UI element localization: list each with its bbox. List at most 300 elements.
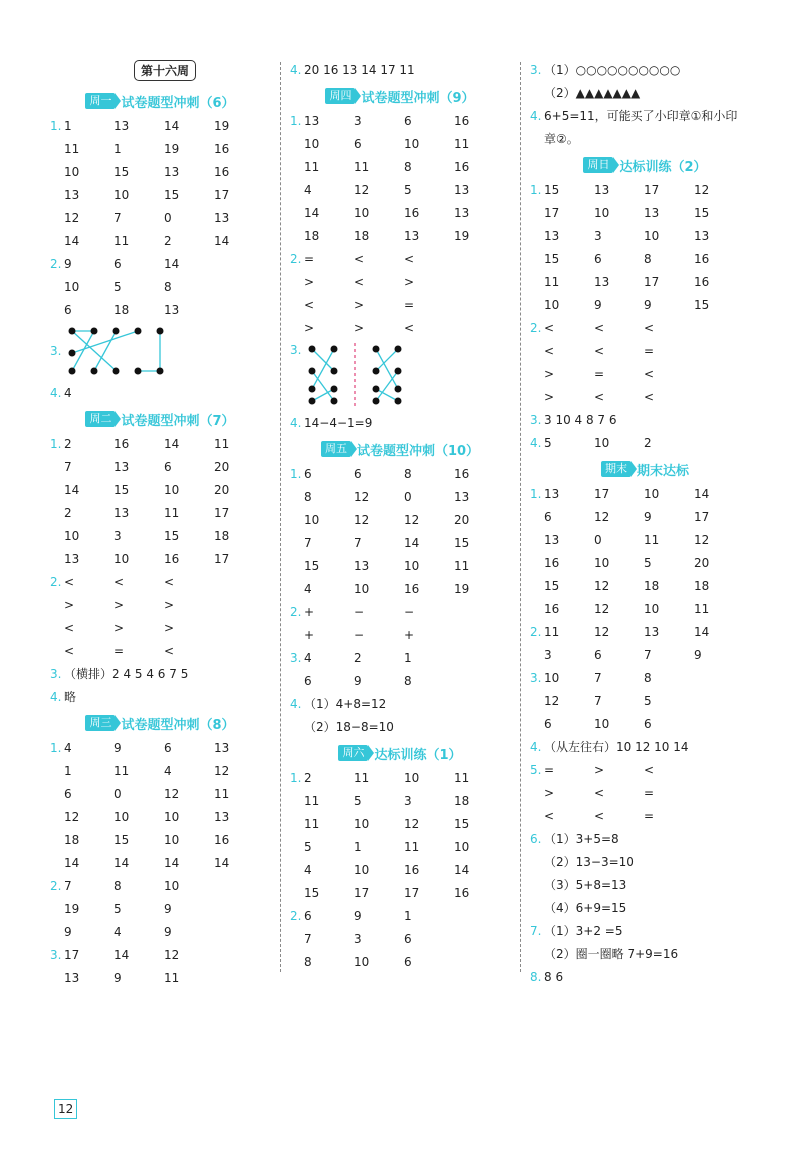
answer-block (50, 432, 270, 570)
answer-cell: 17 (404, 885, 420, 900)
answer-cell: 9 (164, 924, 172, 939)
answer-row (530, 620, 760, 643)
answer-cell: 14 (694, 624, 710, 639)
answer-row (290, 669, 510, 692)
answer-block (530, 666, 760, 735)
answer-cell: 18 (644, 578, 660, 593)
answer-cell: 14 (114, 855, 130, 870)
answer-row (290, 623, 510, 646)
answer-block (290, 109, 510, 247)
answer-cell: 16 (694, 274, 710, 289)
answer-cell: > (114, 620, 125, 635)
answer-text: （2）18−8=10 (304, 720, 394, 734)
answer-cell: 9 (164, 901, 172, 916)
answer-row (50, 206, 270, 229)
answer-cell: < (544, 343, 555, 358)
answer-block (530, 482, 760, 620)
answer-cell: 3 (544, 647, 552, 662)
answer-cell: > (544, 389, 555, 404)
answer-row (530, 431, 760, 454)
answer-cell: < (354, 251, 365, 266)
answer-cell: 16 (214, 164, 230, 179)
answer-cell: 18 (454, 793, 470, 808)
answer-cell: 14 (64, 482, 80, 497)
answer-block (530, 827, 760, 919)
answer-cell: 6 (594, 251, 602, 266)
answer-line (530, 942, 760, 965)
question-number: 2. (530, 320, 542, 335)
answer-cell: 16 (694, 251, 710, 266)
answer-cell: 6 (164, 740, 172, 755)
answer-cell: 5 (114, 279, 122, 294)
answer-cell: < (64, 620, 75, 635)
answer-cell: 7 (304, 535, 312, 550)
answer-cell: 11 (354, 770, 370, 785)
answer-cell: > (544, 366, 555, 381)
answer-cell: 13 (404, 228, 420, 243)
answer-line (530, 735, 760, 758)
answer-cell: 12 (354, 489, 370, 504)
answer-row (50, 593, 270, 616)
answer-cell: 13 (544, 228, 560, 243)
answer-cell: 12 (594, 624, 610, 639)
answer-cell: 6 (404, 113, 412, 128)
answer-cell: 3 (114, 528, 122, 543)
answer-cell: > (164, 597, 175, 612)
answer-cell: 9 (64, 924, 72, 939)
answer-row (530, 528, 760, 551)
answer-cell: − (354, 604, 365, 619)
answer-row (290, 485, 510, 508)
question-number: 2. (290, 251, 302, 266)
answer-cell: 4 (304, 650, 312, 665)
answer-line (530, 104, 760, 127)
answer-row (50, 160, 270, 183)
answer-text: 8 6 (544, 969, 564, 984)
answer-cell: 18 (64, 832, 80, 847)
answer-cell: 15 (544, 182, 560, 197)
answer-row (290, 293, 510, 316)
answer-cell: 3 (594, 228, 602, 243)
answer-cell: 5 (644, 555, 652, 570)
answer-cell: 10 (644, 228, 660, 243)
section-title: 达标训练（1） (374, 747, 462, 763)
question-number: 3. (290, 650, 302, 665)
answer-cell: 10 (64, 528, 80, 543)
answer-cell: 10 (114, 551, 130, 566)
week-title: 第十六周 (134, 60, 196, 81)
answer-cell: 13 (304, 113, 320, 128)
answer-cell: 15 (164, 528, 180, 543)
answer-row (530, 781, 760, 804)
answer-cell: 10 (164, 482, 180, 497)
answer-row (50, 828, 270, 851)
answer-cell: 17 (544, 205, 560, 220)
answer-cell: 10 (544, 297, 560, 312)
answer-cell: 15 (114, 164, 130, 179)
answer-cell: 14 (454, 862, 470, 877)
answer-cell: < (644, 366, 655, 381)
answer-cell: 11 (164, 970, 180, 985)
answer-cell: − (404, 604, 415, 619)
column-divider-2 (520, 62, 521, 972)
answer-cell: < (644, 320, 655, 335)
answer-cell: 6 (644, 716, 652, 731)
answer-line (530, 827, 760, 850)
answer-cell: 18 (114, 302, 130, 317)
answer-cell: 14 (64, 233, 80, 248)
answer-block (290, 904, 510, 973)
answer-cell: 2 (164, 233, 172, 248)
answer-row (290, 201, 510, 224)
answer-cell: 4 (304, 581, 312, 596)
answer-cell: 11 (64, 141, 80, 156)
answer-cell: 7 (354, 535, 362, 550)
answer-cell: 18 (354, 228, 370, 243)
answer-row (290, 812, 510, 835)
answer-cell: + (304, 627, 315, 642)
answer-cell: 7 (114, 210, 122, 225)
answer-cell: 14 (214, 855, 230, 870)
answer-cell: 13 (214, 740, 230, 755)
answer-row (290, 904, 510, 927)
answer-line (530, 127, 760, 150)
answer-cell: 7 (64, 459, 72, 474)
answer-cell: 8 (404, 673, 412, 688)
answer-row (50, 759, 270, 782)
answer-cell: 18 (304, 228, 320, 243)
answer-cell: 6 (114, 256, 122, 271)
answer-text: 章②。 (544, 132, 579, 146)
answer-row (530, 482, 760, 505)
answer-block (290, 646, 510, 692)
answer-block (290, 462, 510, 600)
answer-line (290, 339, 510, 411)
answer-cell: 17 (214, 551, 230, 566)
answer-cell: 16 (544, 601, 560, 616)
answer-block (530, 431, 760, 454)
question-number: 1. (530, 182, 542, 197)
answer-text: （2）圈一圈略 7+9=16 (544, 947, 679, 961)
answer-cell: 14 (214, 233, 230, 248)
answer-cell: 19 (454, 228, 470, 243)
answer-cell: 13 (64, 187, 80, 202)
question-number: 3. (50, 666, 62, 681)
answer-cell: 6 (64, 786, 72, 801)
answer-row (290, 554, 510, 577)
answer-row (530, 178, 760, 201)
answer-cell: 16 (544, 555, 560, 570)
answer-cell: 17 (64, 947, 80, 962)
answer-line (530, 81, 760, 104)
answer-row (530, 758, 760, 781)
answer-cell: 20 (454, 512, 470, 527)
answer-cell: > (354, 297, 365, 312)
question-number: 6. (530, 831, 542, 846)
question-number: 3. (50, 947, 62, 962)
answer-row (50, 298, 270, 321)
answer-cell: 1 (64, 118, 72, 133)
answer-cell: 2 (64, 436, 72, 451)
answer-cell: 12 (64, 210, 80, 225)
answer-cell: 10 (354, 954, 370, 969)
answer-row (50, 252, 270, 275)
answer-cell: 11 (454, 770, 470, 785)
answer-row (50, 616, 270, 639)
answer-cell: 13 (454, 489, 470, 504)
answer-cell: 13 (114, 505, 130, 520)
answer-cell: 6 (404, 954, 412, 969)
answer-cell: 10 (544, 670, 560, 685)
answer-cell: 11 (164, 505, 180, 520)
answer-cell: 9 (354, 908, 362, 923)
answer-cell: 6 (594, 647, 602, 662)
section-header-tue (50, 406, 270, 432)
answer-line (290, 692, 510, 715)
answer-cell: < (594, 343, 605, 358)
question-number: 2. (50, 878, 62, 893)
answer-cell: 15 (544, 251, 560, 266)
answer-cell: 12 (354, 182, 370, 197)
answer-cell: > (304, 320, 315, 335)
answer-cell: 16 (164, 551, 180, 566)
answer-row (530, 224, 760, 247)
answer-text: 3 10 4 8 7 6 (544, 412, 617, 427)
answer-row (530, 574, 760, 597)
answer-row (530, 597, 760, 620)
answer-row (290, 858, 510, 881)
answer-cell: 13 (454, 182, 470, 197)
answer-row (290, 178, 510, 201)
question-number: 1. (290, 466, 302, 481)
answer-row (290, 270, 510, 293)
answer-cell: 14 (114, 947, 130, 962)
answer-cell: 12 (594, 601, 610, 616)
answer-row (50, 524, 270, 547)
answer-block (530, 758, 760, 827)
answer-cell: + (304, 604, 315, 619)
question-number: 7. (530, 923, 542, 938)
answer-cell: 13 (114, 459, 130, 474)
answer-line (290, 58, 510, 81)
answer-cell: 17 (594, 486, 610, 501)
section-title: 期末达标 (636, 463, 689, 479)
answer-cell: 13 (644, 205, 660, 220)
answer-row (290, 881, 510, 904)
answer-row (50, 782, 270, 805)
answer-row (290, 835, 510, 858)
answer-row (50, 897, 270, 920)
answer-cell: < (64, 643, 75, 658)
answer-cell: 2 (644, 435, 652, 450)
answer-cell: 14 (164, 855, 180, 870)
answer-cell: < (544, 320, 555, 335)
answer-cell: 14 (164, 118, 180, 133)
question-number: 1. (530, 486, 542, 501)
answer-row (50, 943, 270, 966)
answer-cell: 13 (454, 205, 470, 220)
answer-cell: 13 (164, 164, 180, 179)
answer-block (290, 766, 510, 904)
answer-cell: 6 (164, 459, 172, 474)
answer-text: 略 (64, 690, 77, 704)
answer-row (290, 508, 510, 531)
question-number: 3. (530, 412, 542, 427)
answer-cell: 16 (214, 141, 230, 156)
answer-line (530, 850, 760, 873)
answer-cell: 6 (544, 716, 552, 731)
answer-cell: 10 (404, 558, 420, 573)
answer-row (50, 920, 270, 943)
answer-cell: 10 (64, 279, 80, 294)
question-number: 2. (290, 908, 302, 923)
answer-block (530, 178, 760, 316)
answer-text: （3）5+8=13 (544, 878, 627, 892)
answer-cell: 17 (644, 182, 660, 197)
answer-row (50, 966, 270, 989)
answer-cell: = (114, 643, 125, 658)
answer-row (530, 666, 760, 689)
section-title: 试卷题型冲刺（8） (121, 717, 235, 733)
answer-row (50, 639, 270, 662)
answer-cell: 4 (64, 740, 72, 755)
answer-block (290, 247, 510, 339)
answer-row (530, 551, 760, 574)
section-tag: 周日 (583, 157, 613, 173)
answer-cell: 9 (114, 970, 122, 985)
answer-cell: < (644, 762, 655, 777)
answer-cell: 10 (164, 809, 180, 824)
answer-cell: > (354, 320, 365, 335)
answer-cell: 13 (544, 486, 560, 501)
answer-row (290, 132, 510, 155)
answer-cell: 11 (454, 558, 470, 573)
question-number: 2. (50, 256, 62, 271)
answer-cell: 11 (694, 601, 710, 616)
answer-cell: < (594, 808, 605, 823)
answer-row (530, 804, 760, 827)
answer-cell: 12 (694, 182, 710, 197)
answer-cell: 9 (644, 297, 652, 312)
answer-row (290, 155, 510, 178)
answer-cell: 15 (304, 885, 320, 900)
answer-line (290, 411, 510, 434)
dot-matching-diagram (304, 341, 414, 409)
column-1 (50, 86, 270, 989)
answer-cell: 11 (114, 233, 130, 248)
answer-cell: 7 (594, 693, 602, 708)
answer-cell: 14 (164, 256, 180, 271)
answer-cell: = (404, 297, 415, 312)
answer-cell: 15 (114, 482, 130, 497)
section-title: 达标训练（2） (619, 159, 707, 175)
answer-cell: 10 (354, 862, 370, 877)
section-header-thu (290, 83, 510, 109)
answer-row (50, 478, 270, 501)
answer-row (290, 462, 510, 485)
answer-row (50, 137, 270, 160)
answer-cell: < (164, 643, 175, 658)
answer-cell: > (404, 274, 415, 289)
answer-cell: 10 (454, 839, 470, 854)
answer-cell: 10 (164, 878, 180, 893)
answer-cell: 9 (64, 256, 72, 271)
answer-row (530, 385, 760, 408)
answer-row (290, 316, 510, 339)
answer-cell: 8 (644, 251, 652, 266)
answer-line (50, 321, 270, 381)
answer-cell: 4 (304, 182, 312, 197)
answer-line (530, 408, 760, 431)
answer-row (530, 270, 760, 293)
answer-row (50, 432, 270, 455)
answer-text: 6+5=11，可能买了小印章①和小印 (544, 109, 738, 123)
question-number: 5. (530, 762, 542, 777)
answer-cell: 5 (354, 793, 362, 808)
answer-cell: < (644, 389, 655, 404)
answer-cell: 2 (354, 650, 362, 665)
answer-cell: 8 (404, 466, 412, 481)
answer-cell: 7 (594, 670, 602, 685)
answer-row (50, 805, 270, 828)
answer-row (50, 455, 270, 478)
answer-cell: 12 (64, 809, 80, 824)
answer-cell: 14 (404, 535, 420, 550)
answer-cell: 12 (594, 578, 610, 593)
answer-cell: − (354, 627, 365, 642)
answer-cell: 20 (694, 555, 710, 570)
section-header-mon (50, 88, 270, 114)
answer-row (290, 247, 510, 270)
answer-row (290, 109, 510, 132)
answer-cell: 1 (114, 141, 122, 156)
answer-row (530, 339, 760, 362)
answer-cell: 12 (164, 947, 180, 962)
answer-cell: < (114, 574, 125, 589)
section-title: 试卷题型冲刺（10） (356, 443, 480, 459)
answer-row (50, 851, 270, 874)
answer-cell: 10 (404, 136, 420, 151)
answer-cell: < (64, 574, 75, 589)
answer-cell: 11 (644, 532, 660, 547)
answer-cell: 11 (544, 274, 560, 289)
answer-cell: 16 (454, 466, 470, 481)
answer-cell: < (544, 808, 555, 823)
answer-cell: 16 (454, 885, 470, 900)
answer-cell: = (644, 808, 655, 823)
answer-cell: 10 (354, 205, 370, 220)
answer-cell: 19 (454, 581, 470, 596)
section-tag: 周一 (85, 93, 115, 109)
answer-cell: 7 (64, 878, 72, 893)
answer-cell: 10 (64, 164, 80, 179)
question-number: 3. (530, 670, 542, 685)
answer-cell: 14 (694, 486, 710, 501)
answer-row (530, 712, 760, 735)
answer-cell: 0 (114, 786, 122, 801)
section-tag: 周五 (321, 441, 351, 457)
answer-cell: 10 (114, 809, 130, 824)
answer-cell: 11 (454, 136, 470, 151)
answer-cell: 11 (114, 763, 130, 778)
answer-row (50, 183, 270, 206)
answer-cell: 11 (214, 436, 230, 451)
answer-row (50, 275, 270, 298)
answer-cell: 16 (404, 205, 420, 220)
answer-cell: < (404, 320, 415, 335)
question-number: 3. (530, 62, 542, 77)
answer-cell: 19 (164, 141, 180, 156)
